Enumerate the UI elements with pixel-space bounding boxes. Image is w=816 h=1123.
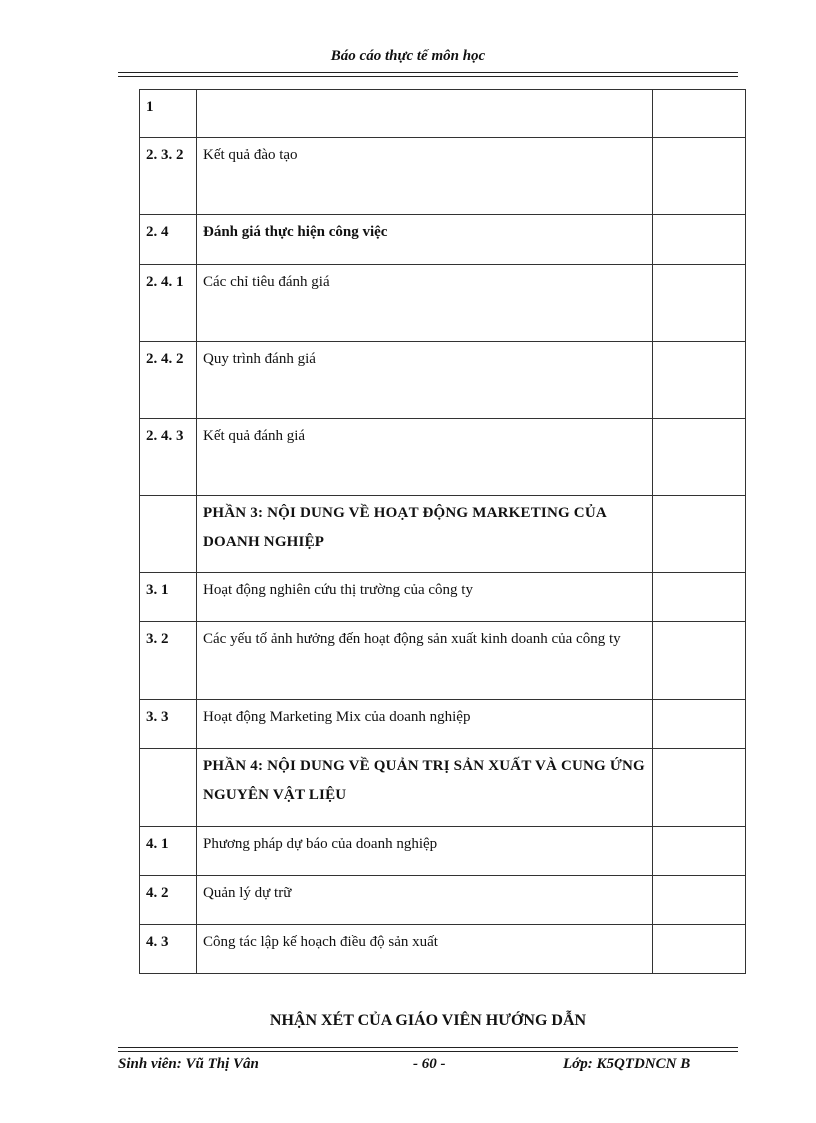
footer-divider bbox=[118, 1047, 738, 1052]
row-title bbox=[197, 90, 653, 138]
row-title: Kết quả đánh giá bbox=[197, 419, 653, 496]
row-note bbox=[653, 749, 746, 827]
table-row bbox=[140, 925, 746, 974]
header-divider bbox=[118, 72, 738, 77]
footer-student-name: Sinh viên: Vũ Thị Vân bbox=[118, 1056, 259, 1072]
row-title: Hoạt động Marketing Mix của doanh nghiệp bbox=[197, 700, 653, 749]
row-number bbox=[140, 496, 197, 573]
table-row bbox=[140, 749, 746, 827]
row-number: 2. 4. 1 bbox=[140, 265, 197, 342]
row-number: 4. 3 bbox=[140, 925, 197, 974]
section-heading: PHẦN 3: NỘI DUNG VỀ HOẠT ĐỘNG MARKETING CỦA DOANH NGHIỆP bbox=[197, 496, 653, 573]
table-row bbox=[140, 573, 746, 622]
row-number: 3. 3 bbox=[140, 700, 197, 749]
row-number: 4. 1 bbox=[140, 827, 197, 876]
row-title: Công tác lập kế hoạch điều độ sản xuất bbox=[197, 925, 653, 974]
row-note bbox=[653, 876, 746, 925]
row-number: 1 bbox=[140, 90, 197, 138]
table-row bbox=[140, 827, 746, 876]
contents-table bbox=[139, 89, 746, 974]
row-note bbox=[653, 573, 746, 622]
row-number bbox=[140, 749, 197, 827]
row-note bbox=[653, 342, 746, 419]
row-title: Đánh giá thực hiện công việc bbox=[197, 215, 653, 265]
table-row bbox=[140, 342, 746, 419]
row-number: 2. 4. 3 bbox=[140, 419, 197, 496]
table-row bbox=[140, 876, 746, 925]
table-row bbox=[140, 419, 746, 496]
row-number: 2. 3. 2 bbox=[140, 138, 197, 215]
table-row bbox=[140, 265, 746, 342]
table-row bbox=[140, 622, 746, 700]
row-number: 3. 1 bbox=[140, 573, 197, 622]
row-note bbox=[653, 622, 746, 700]
row-number: 3. 2 bbox=[140, 622, 197, 700]
row-title: Hoạt động nghiên cứu thị trường của công ty bbox=[197, 573, 653, 622]
row-number: 2. 4. 2 bbox=[140, 342, 197, 419]
row-number: 2. 4 bbox=[140, 215, 197, 265]
row-title: Phương pháp dự báo của doanh nghiệp bbox=[197, 827, 653, 876]
row-note bbox=[653, 90, 746, 138]
row-note bbox=[653, 827, 746, 876]
table-row bbox=[140, 90, 746, 138]
row-number: 4. 2 bbox=[140, 876, 197, 925]
page-header-title: Báo cáo thực tế môn học bbox=[330, 48, 486, 64]
row-note bbox=[653, 925, 746, 974]
row-note bbox=[653, 700, 746, 749]
row-title: Các yếu tố ảnh hưởng đến hoạt động sản xuất kinh doanh của công ty bbox=[197, 622, 653, 700]
row-title: Kết quả đào tạo bbox=[197, 138, 653, 215]
table-row bbox=[140, 138, 746, 215]
row-title: Các chỉ tiêu đánh giá bbox=[197, 265, 653, 342]
row-title: Quy trình đánh giá bbox=[197, 342, 653, 419]
footer-class: Lớp: K5QTDNCN B bbox=[563, 1056, 691, 1072]
row-note bbox=[653, 496, 746, 573]
table-row bbox=[140, 215, 746, 265]
row-note bbox=[653, 419, 746, 496]
closing-heading: NHẬN XÉT CỦA GIÁO VIÊN HƯỚNG DẪN bbox=[269, 1012, 587, 1029]
row-note bbox=[653, 215, 746, 265]
section-heading: PHẦN 4: NỘI DUNG VỀ QUẢN TRỊ SẢN XUẤT VÀ CUNG ỨNG NGUYÊN VẬT LIỆU bbox=[197, 749, 653, 827]
table-row bbox=[140, 496, 746, 573]
row-note bbox=[653, 138, 746, 215]
row-note bbox=[653, 265, 746, 342]
table-row bbox=[140, 700, 746, 749]
row-title: Quản lý dự trữ bbox=[197, 876, 653, 925]
footer-page-number: - 60 - bbox=[413, 1056, 446, 1072]
